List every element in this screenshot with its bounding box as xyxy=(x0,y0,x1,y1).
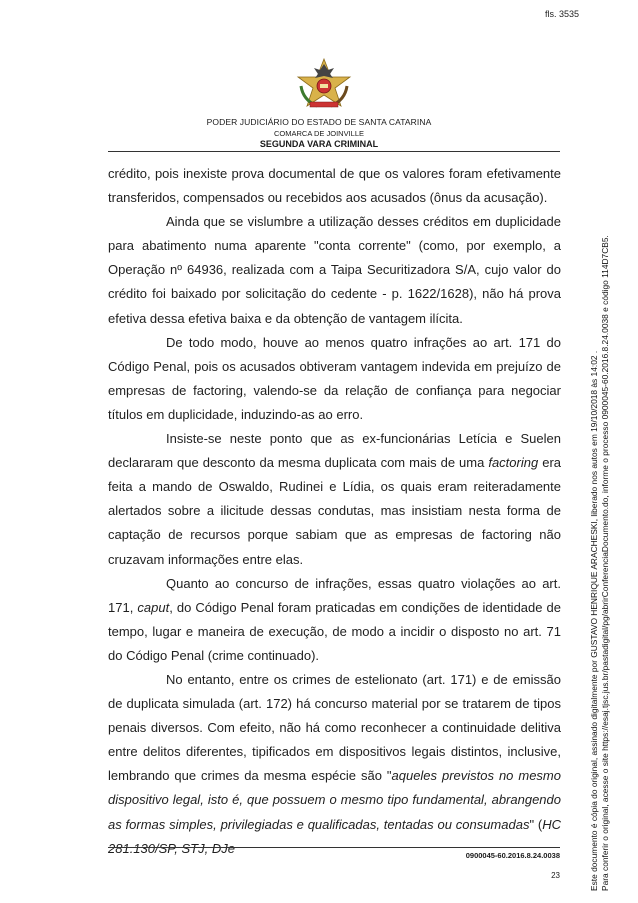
italic-text-run: caput xyxy=(137,599,170,615)
body-paragraph xyxy=(108,210,561,330)
text-run: crédito, pois inexiste prova documental de que os valores foram efetivamente transferidos, compensados ou recebidos aos acusados (ônus da acusação). xyxy=(108,166,561,206)
body-paragraph xyxy=(108,572,561,668)
court-division: SEGUNDA VARA CRIMINAL xyxy=(259,139,379,149)
text-run: No entanto, entre os crimes de estelionato (art. 171) e de emissão de duplicata simulada (art. 172) há concurso material por se tratarem de tipos penais diversos. Com efeito, não há como reconhecer a continuidade delitiva entre delitos diferentes, tipificados em dispositivos legais distintos, inclusive, lembrando que crimes da mesma espécie são " xyxy=(108,671,561,784)
body-paragraph xyxy=(108,331,561,427)
italic-text-run: HC 281.130/SP, STJ, DJe xyxy=(108,816,561,856)
court-name: PODER JUDICIÁRIO DO ESTADO DE SANTA CATARINA xyxy=(206,117,432,127)
body-paragraph xyxy=(108,668,561,861)
text-run: De todo modo, houve ao menos quatro infrações ao art. 171 do Código Penal, pois os acusados obtiveram vantagem indevida em prejuízo de empresas de factoring, valendo-se da relação de confiança para negociar títulos em duplicidade, induzindo-as ao erro. xyxy=(108,334,561,422)
text-run: Quanto ao concurso de infrações, essas quatro violações ao art. 171, xyxy=(108,575,561,615)
signature-note-line: Este documento é cópia do original, assinado digitalmente por GUSTAVO HENRIQUE ARACHESKI, liberado nos autos em 19/10/2018 às 14:02 . xyxy=(589,350,599,891)
digital-signature-note xyxy=(589,131,611,891)
footer-rule xyxy=(108,847,560,848)
text-run: " ( xyxy=(529,816,543,832)
italic-text-run: factoring xyxy=(488,455,539,471)
coat-of-arms-emblem xyxy=(293,56,355,112)
header-rule xyxy=(108,151,560,152)
text-run: era feita a mando de Oswaldo, Rudinei e Lídia, os quais eram reiteradamente alertados sobre a ilicitude dessas condutas, mas insistiam nesta forma de captação de recursos porque sabiam que as empresas de factoring não cruzavam informações entre elas. xyxy=(108,455,562,567)
district-name: COMARCA DE JOINVILLE xyxy=(273,129,365,138)
process-number: 0900045-60.2016.8.24.0038 xyxy=(465,851,560,860)
document-body xyxy=(108,162,561,861)
text-run: Ainda que se vislumbre a utilização desses créditos em duplicidade para abatimento numa aparente "conta corrente" (como, por exemplo, a Operação nº 64936, realizada com a Taipa Securitizadora S/A, cujo valor do crédito foi baixado por solicitação do cedente - p. 1622/1628), não há prova efetiva dessa efetiva baixa e da obtenção de vantagem ilícita. xyxy=(108,214,561,326)
verification-note-line: Para conferir o original, acesse o site https://esaj.tjsc.jus.br/pastadigital/pg/abrirConferenciaDocumento.do, informe o processo 0900045-60.2016.8.24.0038 e código 114D7CB5. xyxy=(600,235,610,891)
italic-text-run: aqueles previstos no mesmo dispositivo legal, isto é, que possuem o mesmo tipo fundamental, abrangendo as formas simples, privilegiadas e qualificadas, tentadas ou consumadas xyxy=(108,768,561,832)
body-paragraph xyxy=(108,162,561,210)
text-run: , do Código Penal foram praticadas em condições de identidade de tempo, lugar e maneira de execução, de modo a incidir o disposto no art. 71 do Código Penal (crime continuado). xyxy=(108,599,562,663)
page-folio: fls. 3535 xyxy=(544,9,579,19)
text-run: Insiste-se neste ponto que as ex-funcionárias Letícia e Suelen declararam que desconto da mesma duplicata com mais de uma xyxy=(108,431,561,471)
page-number: 23 xyxy=(551,871,560,880)
body-paragraph xyxy=(108,427,561,572)
